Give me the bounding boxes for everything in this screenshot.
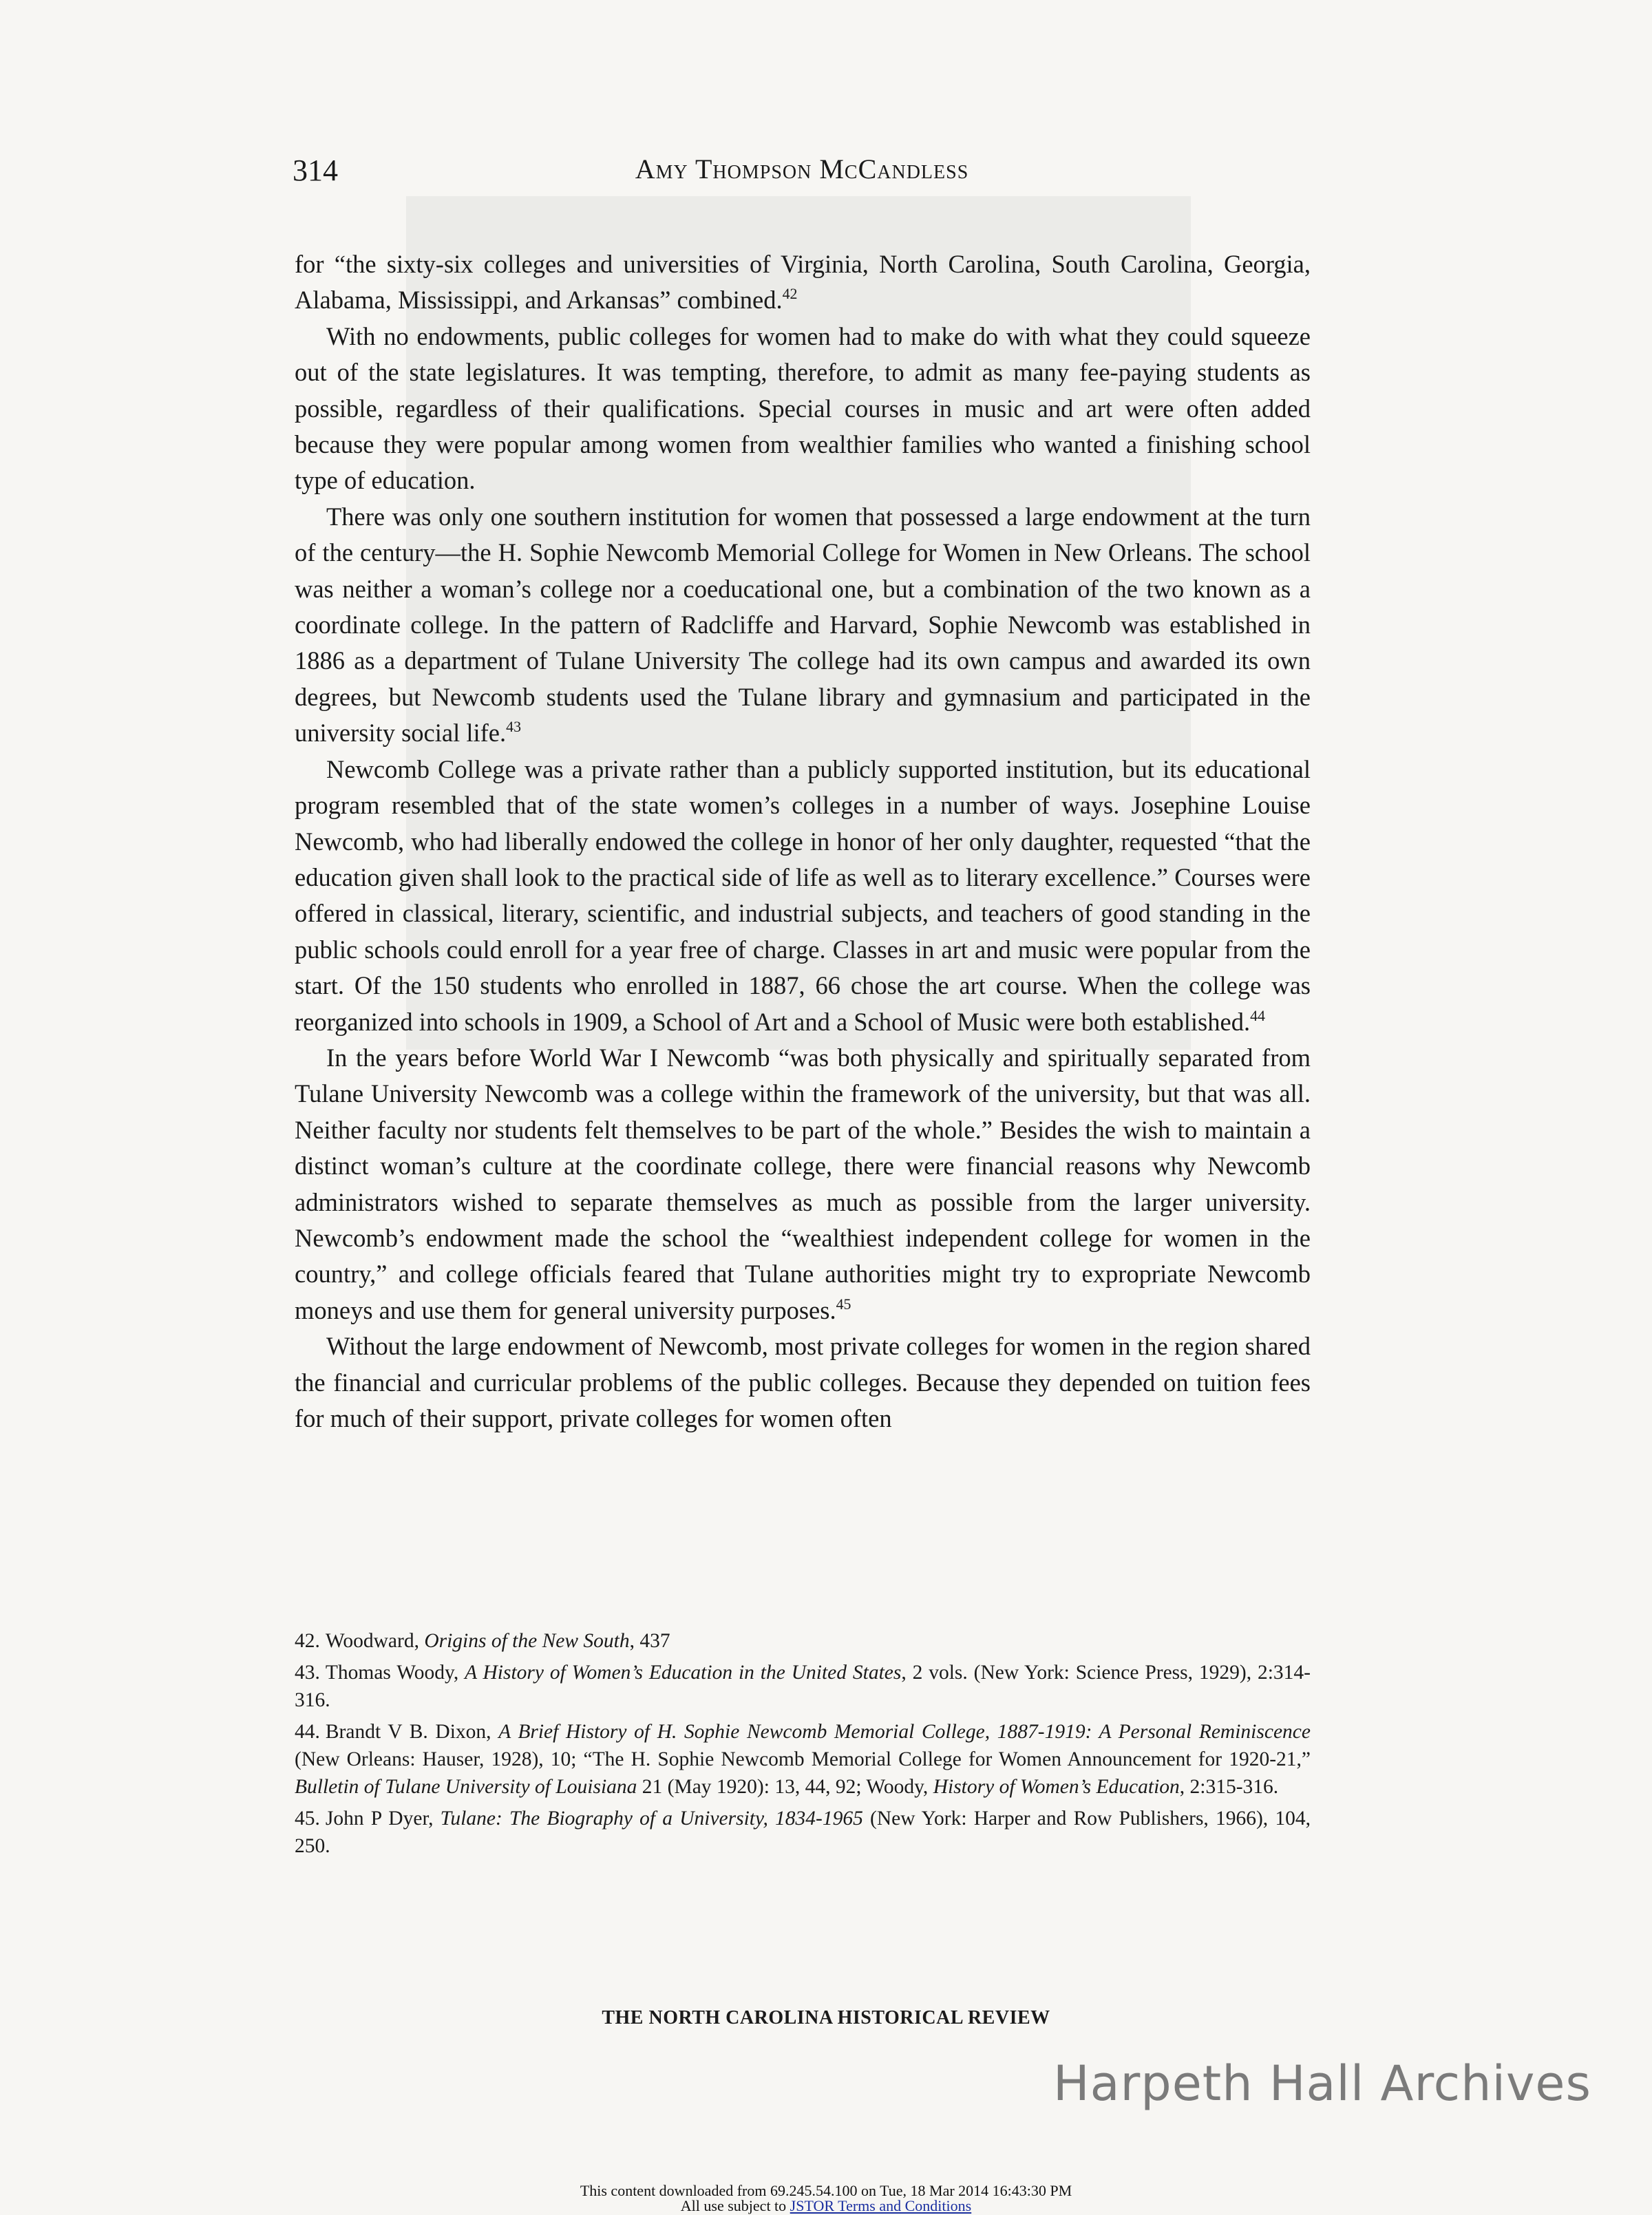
- footnote-text: Thomas Woody,: [325, 1662, 465, 1684]
- footnote-number: 44.: [295, 1721, 320, 1743]
- paragraph-5-text: In the years before World War I Newcomb “was both physically and spiritually separated from Tulane University Newcomb was a college within the framework of the university, but that was all. Neither faculty nor students felt themselves to be part of the whole.” Besides the wish to maintain a distinct woman’s culture at the coordinate college, there were financial reasons why Newcomb administrators wished to separate themselves as much as possible from the larger university. Newcomb’s endowment made the school the “wealthiest independent college for women in the country,” and college officials feared that Tulane authorities might try to expropriate Newcomb moneys and use them for general university purposes.: [295, 1043, 1311, 1324]
- footnote-text: (New York: Harper and Row Publishers, 1966), 104, 250.: [295, 1808, 1311, 1857]
- paragraph-4: [295, 752, 1311, 1040]
- footnote-title: Bulletin of Tulane University of Louisiana: [295, 1776, 637, 1798]
- paragraph-3: [295, 499, 1311, 752]
- footnote-title: A History of Women’s Education in the United States: [465, 1662, 902, 1684]
- paragraph-3-text: There was only one southern institution for women that possessed a large endowment at the turn of the century—the H. Sophie Newcomb Memorial College for Women in New Orleans. The school was neither a woman’s college nor a coeducational one, but a combination of the two known as a coordinate college. In the pattern of Radcliffe and Harvard, Sophie Newcomb was established in 1886 as a department of Tulane University The college had its own campus and awarded its own degrees, but Newcomb students used the Tulane library and gymnasium and participated in the university social life.: [295, 502, 1311, 748]
- footnote-ref-42: 42: [782, 285, 798, 303]
- footnote-title: Origins of the New South: [424, 1630, 630, 1652]
- footnote-45: [295, 1805, 1311, 1860]
- footnote-title: Tulane: The Biography of a University, 1834-1965: [440, 1808, 863, 1830]
- download-notice-terms: [0, 2198, 1652, 2214]
- footnotes: [295, 1627, 1311, 1864]
- footnote-number: 45.: [295, 1808, 320, 1830]
- footnote-43: [295, 1659, 1311, 1714]
- footnote-text: (New Orleans: Hauser, 1928), 10; “The H. Sophie Newcomb Memorial College for Women Announcement for 1920-21,”: [295, 1748, 1311, 1770]
- running-head-author: Amy Thompson McCandless: [635, 153, 969, 184]
- jstor-terms-link[interactable]: JSTOR Terms and Conditions: [790, 2197, 972, 2214]
- footnote-number: 42.: [295, 1630, 320, 1652]
- page-number: 314: [293, 153, 338, 187]
- terms-prefix: All use subject to: [680, 2197, 790, 2214]
- paragraph-1: [295, 246, 1311, 319]
- paragraph-6: [295, 1328, 1311, 1437]
- footnote-text: , 2:315-316.: [1179, 1776, 1279, 1798]
- footnote-text: Brandt V B. Dixon,: [325, 1721, 499, 1743]
- footnote-text: 21 (May 1920): 13, 44, 92; Woody,: [637, 1776, 933, 1798]
- footnote-44: [295, 1718, 1311, 1801]
- footnote-text: John P Dyer,: [325, 1808, 441, 1830]
- footnote-text: Woodward,: [325, 1630, 425, 1652]
- paragraph-5: [295, 1040, 1311, 1328]
- footnote-ref-45: 45: [836, 1295, 851, 1313]
- article-body: [295, 246, 1311, 1437]
- journal-footer: THE NORTH CAROLINA HISTORICAL REVIEW: [602, 2007, 1050, 2028]
- paragraph-1-text: for “the sixty-six colleges and universities of Virginia, North Carolina, South Carolina, Georgia, Alabama, Mississippi, and Arkansas” combined.: [295, 250, 1311, 315]
- footnote-text: , 437: [629, 1630, 670, 1652]
- download-notice-line: This content downloaded from 69.245.54.100 on Tue, 18 Mar 2014 16:43:30 PM: [580, 2182, 1072, 2199]
- footnote-text: , 2 vols. (New York: Science Press, 1929), 2:314-316.: [295, 1662, 1311, 1711]
- footnote-number: 43.: [295, 1662, 320, 1684]
- footnote-title: A Brief History of H. Sophie Newcomb Memorial College, 1887-1919: A Personal Reminiscence: [498, 1721, 1311, 1743]
- footnote-ref-44: 44: [1250, 1006, 1265, 1024]
- paragraph-4-text: Newcomb College was a private rather than a publicly supported institution, but its educational program resembled that of the state women’s colleges in a number of ways. Josephine Louise Newcomb, who had liberally endowed the college in honor of her only daughter, requested “that the education given shall look to the practical side of life as well as to literary excellence.” Courses were offered in classical, literary, scientific, and industrial subjects, and teachers of good standing in the public schools could enroll for a year free of charge. Classes in art and music were popular from the start. Of the 150 students who enrolled in 1887, 66 chose the art course. When the college was reorganized into schools in 1909, a School of Art and a School of Music were both established.: [295, 754, 1311, 1036]
- paragraph-2: [295, 319, 1311, 499]
- footnote-title: History of Women’s Education: [933, 1776, 1180, 1798]
- paragraph-2-text: With no endowments, public colleges for women had to make do with what they could squeeze out of the state legislatures. It was tempting, therefore, to admit as many fee-paying students as possible, regardless of their qualifications. Special courses in music and art were often added because they were popular among women from wealthier families who wanted a finishing school type of education.: [295, 321, 1311, 495]
- running-head: [293, 153, 1311, 194]
- archive-watermark: Harpeth Hall Archives: [1053, 2055, 1591, 2112]
- footnote-42: [295, 1627, 1311, 1655]
- download-notice: [0, 2183, 1652, 2214]
- footnote-ref-43: 43: [506, 718, 522, 736]
- paragraph-6-text: Without the large endowment of Newcomb, most private colleges for women in the region shared the financial and curricular problems of the public colleges. Because they depended on tuition fees for much of their support, private colleges for women often: [295, 1332, 1311, 1432]
